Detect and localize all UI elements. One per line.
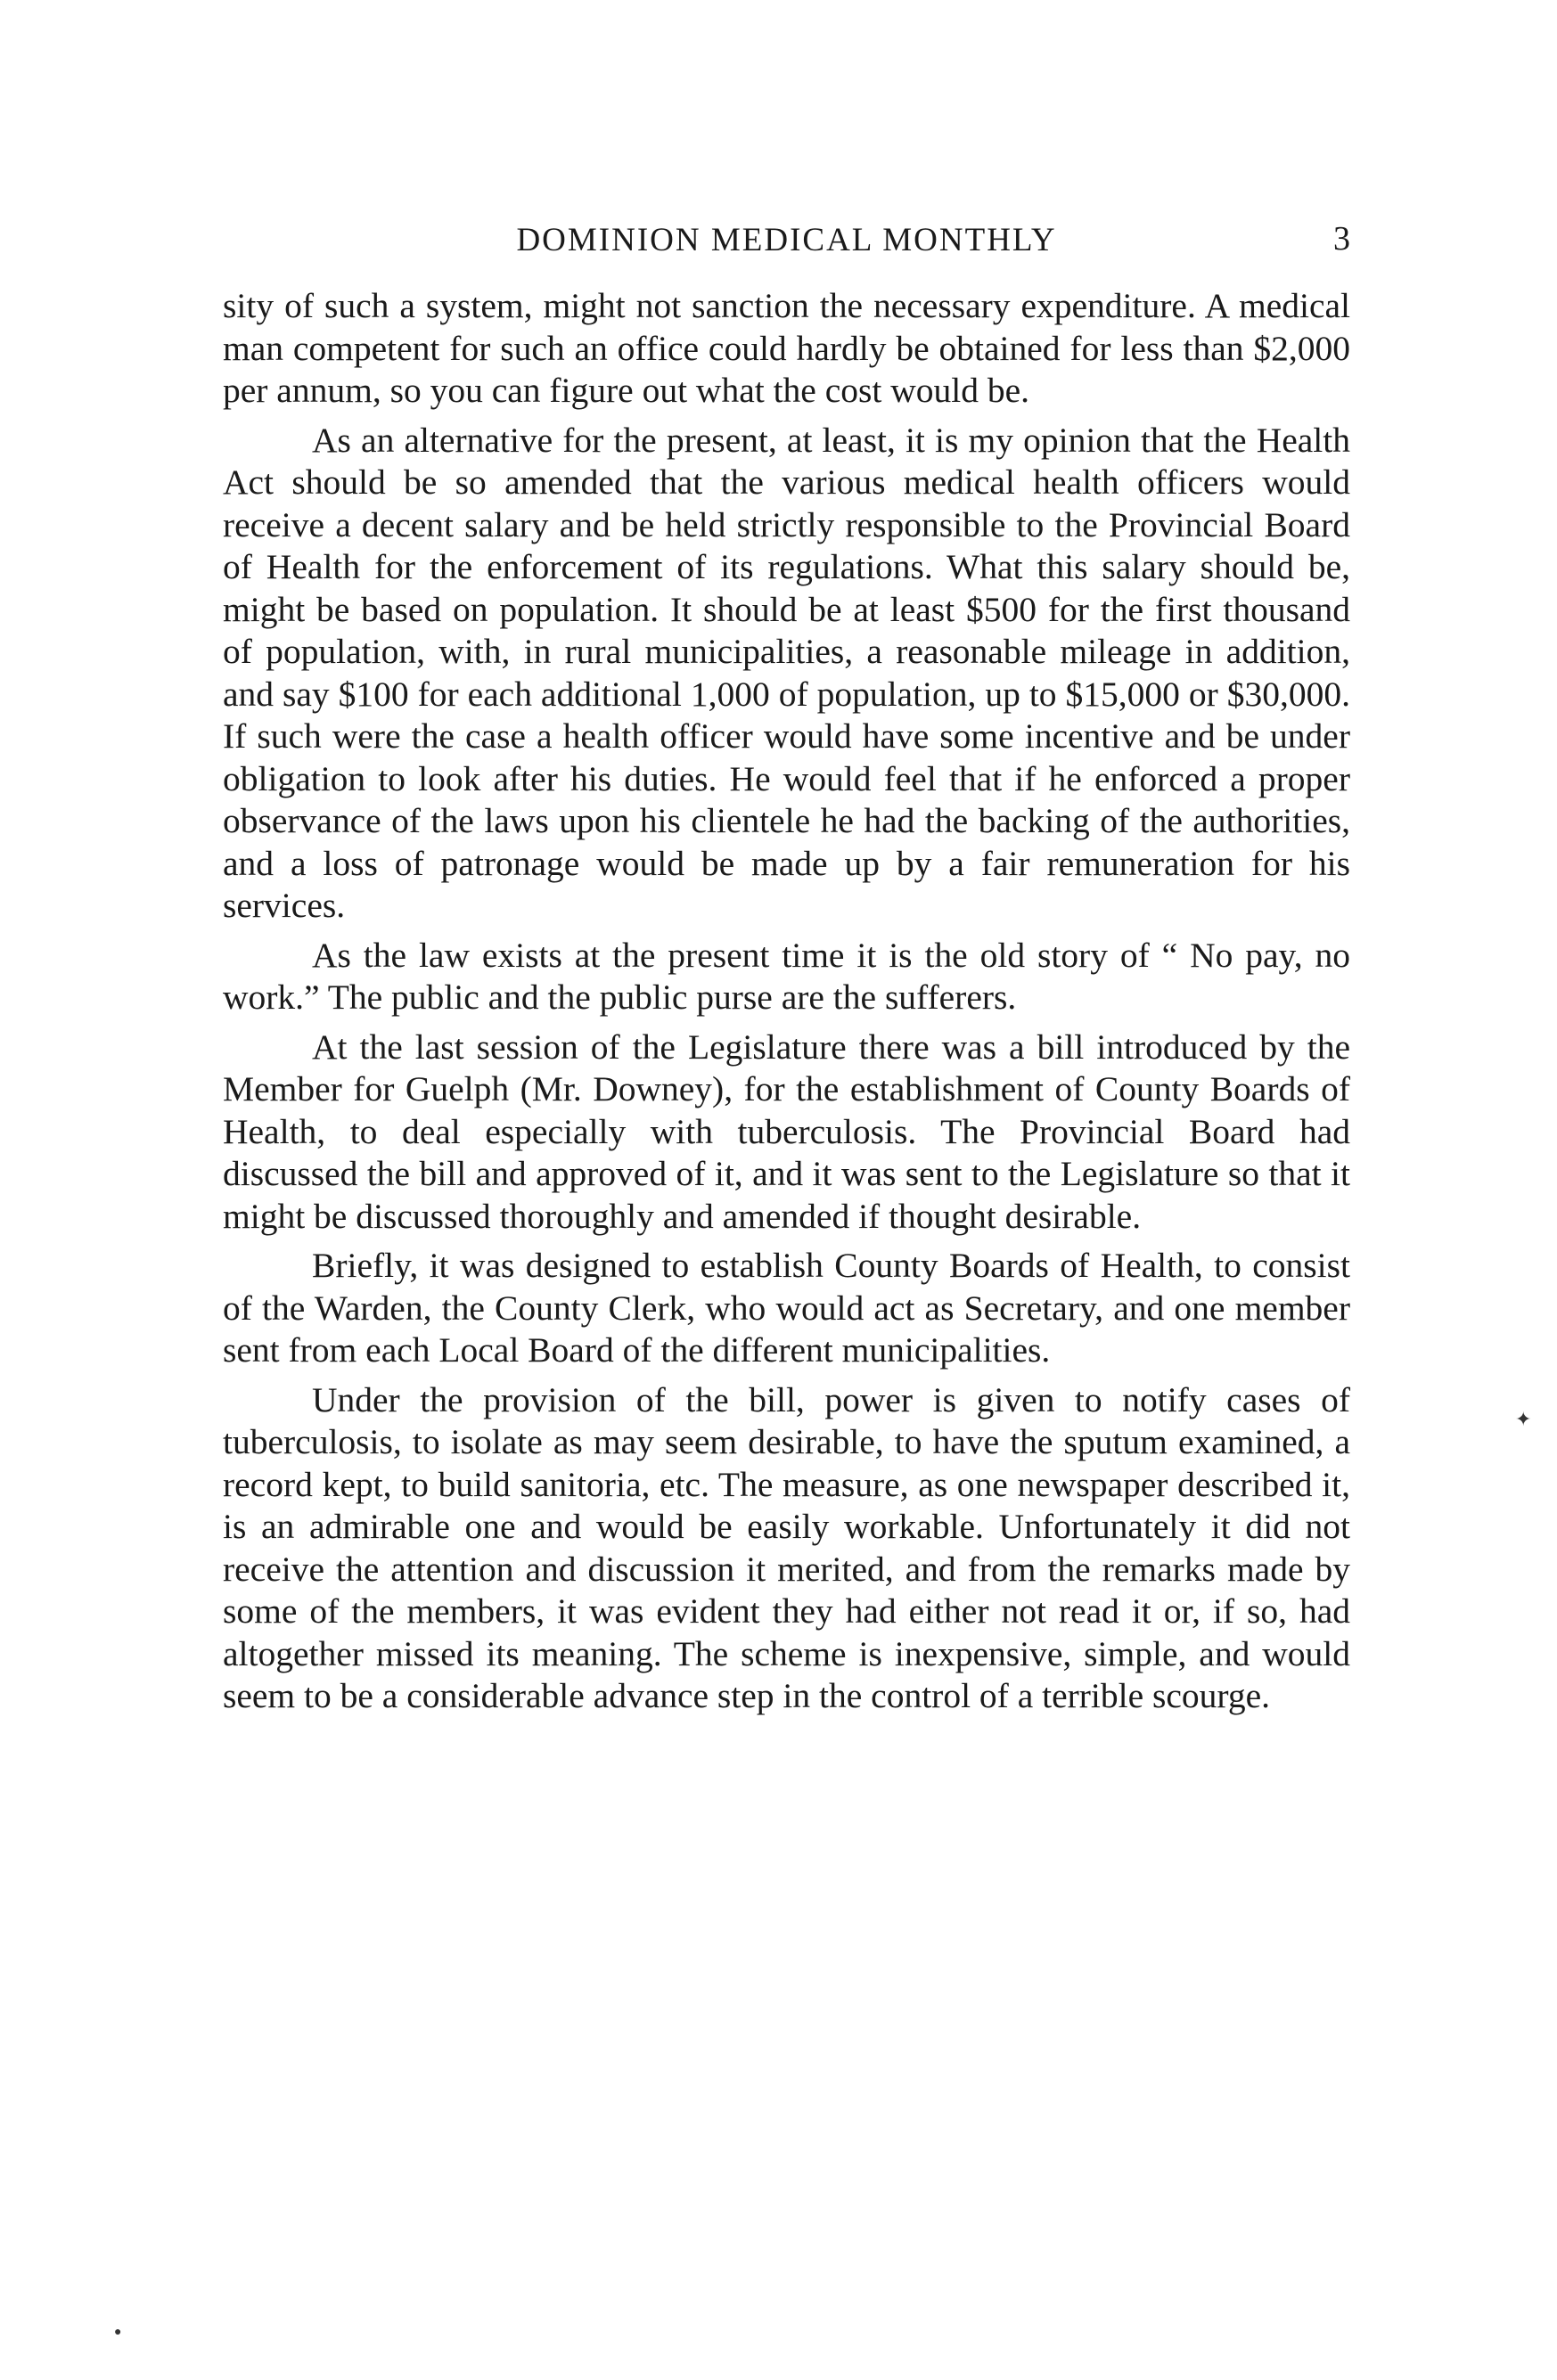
- running-head: [223, 214, 1350, 267]
- margin-speck-mark: ✦: [1515, 1408, 1532, 1430]
- page-number: 3: [1333, 220, 1350, 258]
- body-text: [223, 285, 1350, 1718]
- page: [223, 214, 1350, 1725]
- paragraph-4: At the last session of the Legislature there was a bill introduced by the Member for Guelph (Mr. Downey), for the establishment of County Boards of Health, to deal especially with tuberculosis. The Provincial Board had discussed the bill and approved of it, and it was sent to the Legislature so that it might be discussed thoroughly and amended if thought desirable.: [223, 1026, 1350, 1236]
- paragraph-5: Briefly, it was designed to establish County Boards of Health, to consist of the Warden, the County Clerk, who would act as Secretary, and one member sent from each Local Board of the different municipalities.: [223, 1246, 1350, 1370]
- paragraph-2: As an alternative for the present, at least, it is my opinion that the Health Act should be so amended that the various medical health officers would receive a decent salary and be held strictly responsible to the Provincial Board of Health for the enforcement of its regulations. What this salary should be, might be based on population. It should be at least $500 for the first thousand of population, with, in rural municipalities, a reasonable mileage in addition, and say $100 for each additional 1,000 of population, up to $15,000 or $30,000. If such were the case a health officer would have some incentive and be under obligation to look after his duties. He would feel that if he enforced a proper observance of the laws upon his clientele he had the backing of the authorities, and a loss of patronage would be made up by a fair remuneration for his services.: [223, 420, 1350, 925]
- paragraph-6: Under the provision of the bill, power is given to notify cases of tuberculosis, to isolate as may seem desirable, to have the sputum examined, a record kept, to build sanitoria, etc. The measure, as one newspaper described it, is an admirable one and would be easily workable. Unfortunately it did not receive the attention and discussion it merited, and from the remarks made by some of the members, it was evident they had either not read it or, if so, had altogether missed its meaning. The scheme is inexpensive, simple, and would seem to be a considerable advance step in the control of a terrible scourge.: [223, 1379, 1350, 1715]
- margin-dot-mark: ●: [114, 2326, 122, 2339]
- paragraph-3: As the law exists at the present time it is the old story of “ No pay, no work.” The public and the public purse are the sufferers.: [223, 935, 1350, 1017]
- running-title: DOMINION MEDICAL MONTHLY: [516, 222, 1057, 258]
- paragraph-1: sity of such a system, might not sanction the necessary expenditure. A medical man competent for such an office could hardly be obtained for less than $2,000 per annum, so you can figure out what the cost would be.: [223, 286, 1350, 410]
